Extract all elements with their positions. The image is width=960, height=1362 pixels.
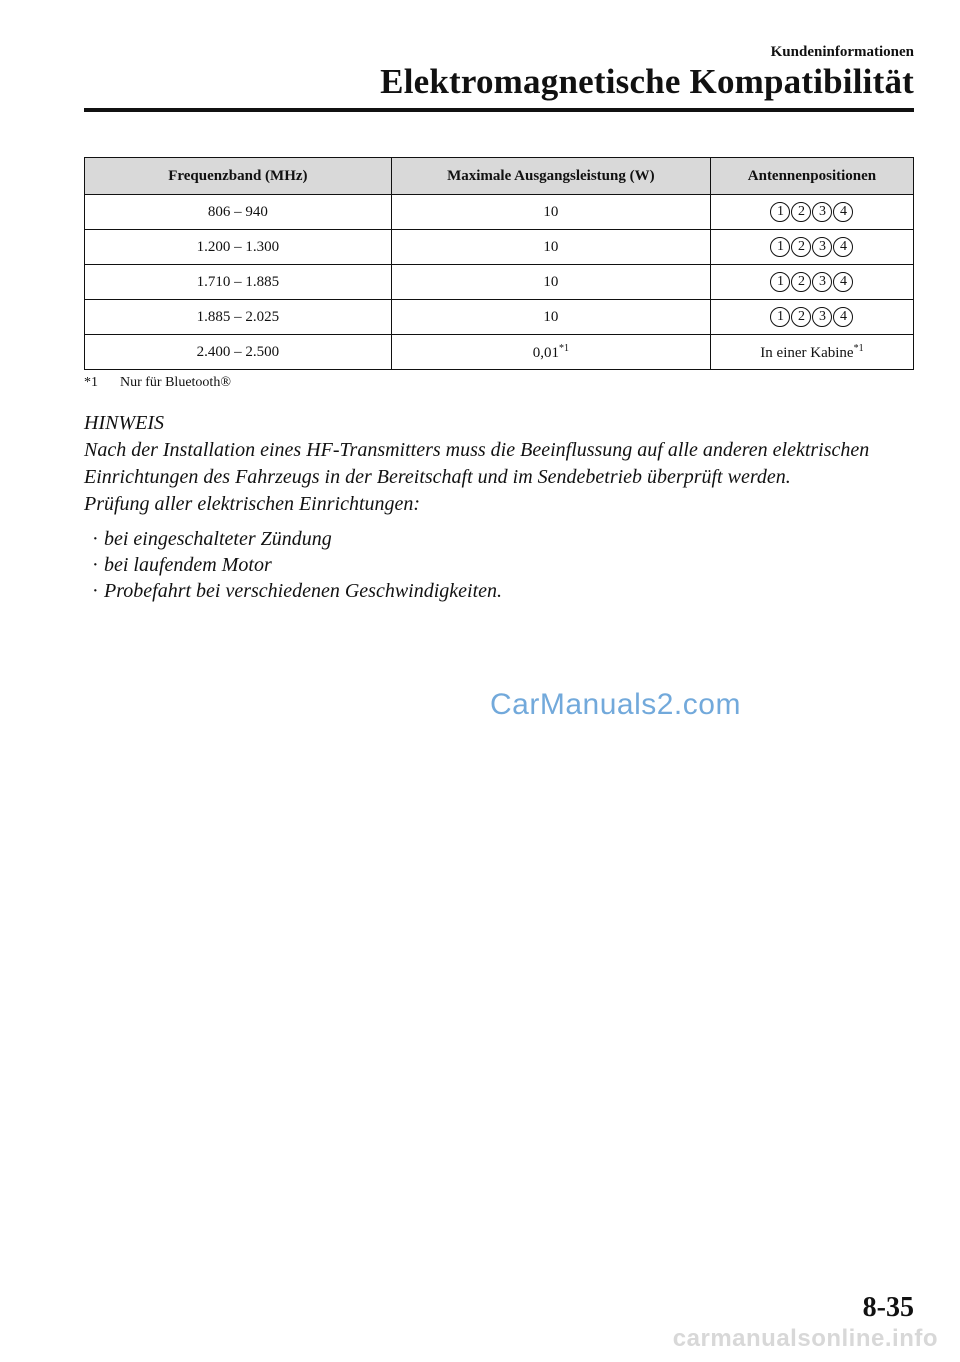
table-row [85, 195, 914, 230]
cell-antennas [710, 230, 913, 265]
cell-band: 1.200 – 1.300 [85, 230, 392, 265]
page-title: Elektromagnetische Kompatibilität [380, 62, 914, 101]
note-check-intro: Prüfung aller elektrischen Einrichtungen: [84, 493, 421, 515]
note-heading: HINWEIS [84, 412, 164, 434]
table-row [85, 300, 914, 335]
antenna-3-icon: 3 [812, 272, 832, 292]
power-value: 0,01 [532, 344, 559, 361]
antenna-text: In einer Kabine [760, 344, 854, 361]
antenna-1-icon: 1 [770, 202, 790, 222]
antenna-4-icon: 4 [833, 237, 853, 257]
cell-power [391, 335, 710, 370]
list-item [92, 526, 919, 552]
cell-power: 10 [391, 230, 710, 265]
list-item-text: bei laufendem Motor [104, 554, 272, 576]
table-row [85, 230, 914, 265]
footnote [84, 375, 231, 391]
antenna-3-icon: 3 [812, 202, 832, 222]
list-item [92, 552, 919, 578]
page-number: 8-35 [862, 1292, 914, 1323]
column-header-power: Maximale Ausgangsleistung (W) [391, 158, 710, 195]
antenna-1-icon: 1 [770, 272, 790, 292]
footnote-ref: *1 [558, 342, 569, 354]
cell-band: 1.885 – 2.025 [85, 300, 392, 335]
bullet: · [92, 554, 99, 576]
footer-watermark: carmanualsonline.info [672, 1325, 938, 1352]
antenna-4-icon: 4 [833, 202, 853, 222]
antenna-4-icon: 4 [833, 307, 853, 327]
antenna-2-icon: 2 [791, 237, 811, 257]
cell-band: 806 – 940 [85, 195, 392, 230]
antenna-2-icon: 2 [791, 272, 811, 292]
header-divider [84, 108, 914, 112]
antenna-3-icon: 3 [812, 307, 832, 327]
antenna-2-icon: 2 [791, 307, 811, 327]
antenna-1-icon: 1 [770, 237, 790, 257]
bullet: · [92, 528, 99, 550]
column-header-antennas: Antennenpositionen [710, 158, 913, 195]
antenna-2-icon: 2 [791, 202, 811, 222]
cell-power: 10 [391, 300, 710, 335]
cell-antennas [710, 335, 913, 370]
antenna-1-icon: 1 [770, 307, 790, 327]
table-header-row [85, 158, 914, 195]
footnote-mark: *1 [84, 375, 98, 390]
footnote-ref: *1 [853, 342, 864, 354]
section-label: Kundeninformationen [770, 44, 914, 60]
cell-band: 1.710 – 1.885 [85, 265, 392, 300]
table-row [85, 335, 914, 370]
footnote-text: Nur für Bluetooth® [120, 375, 231, 390]
bullet: · [92, 580, 99, 602]
list-item [92, 578, 919, 604]
note-block [84, 410, 919, 604]
frequency-table [84, 157, 914, 370]
cell-power: 10 [391, 195, 710, 230]
list-item-text: Probefahrt bei verschiedenen Geschwindigkeiten. [104, 580, 503, 602]
list-item-text: bei eingeschalteter Zündung [104, 528, 332, 550]
watermark-logo: CarManuals2.com [490, 688, 741, 721]
check-list [84, 526, 919, 604]
note-paragraph: Nach der Installation eines HF-Transmitters muss die Beeinflussung auf alle anderen elektrischen Einrichtungen des Fahrzeugs in der Bereitschaft und im Sendebetrieb überprüft werden. [84, 439, 870, 488]
cell-power: 10 [391, 265, 710, 300]
antenna-3-icon: 3 [812, 237, 832, 257]
cell-antennas [710, 300, 913, 335]
column-header-band: Frequenzband (MHz) [85, 158, 392, 195]
cell-band: 2.400 – 2.500 [85, 335, 392, 370]
table-row [85, 265, 914, 300]
cell-antennas [710, 195, 913, 230]
cell-antennas [710, 265, 913, 300]
antenna-4-icon: 4 [833, 272, 853, 292]
